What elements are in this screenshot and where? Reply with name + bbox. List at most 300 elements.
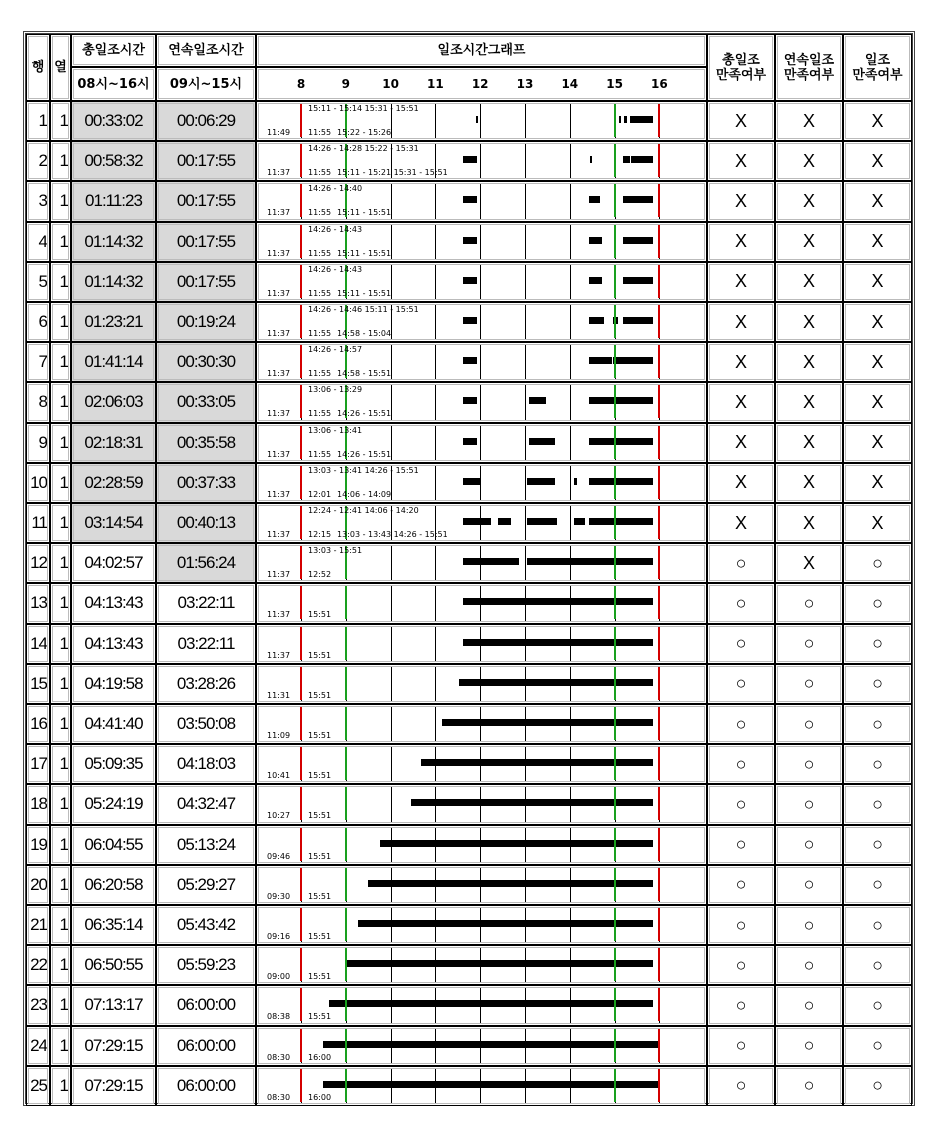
continuous-satisfaction-mark: ○ (775, 784, 843, 824)
continuous-sunlight-time: 00:19:24 (156, 302, 256, 342)
continuous-satisfaction-mark: ○ (775, 1066, 843, 1106)
sunlight-graph-row (256, 222, 707, 262)
green-boundary-marker (345, 948, 347, 981)
hour-gridline (525, 265, 526, 299)
red-boundary-marker (658, 385, 660, 418)
continuous-sunlight-time: 04:18:03 (156, 744, 256, 784)
total-sunlight-time: 07:29:15 (71, 1026, 156, 1066)
sunlight-graph-row (256, 624, 707, 664)
red-boundary-marker (300, 104, 302, 137)
total-satisfaction-mark: X (707, 503, 775, 543)
sunlight-graph-row (256, 865, 707, 905)
time-label: 11:31 (267, 690, 291, 700)
row-number: 22 (26, 945, 50, 985)
red-boundary-marker (658, 908, 660, 941)
sunlight-bar (590, 156, 592, 163)
column-number: 1 (50, 543, 71, 583)
total-sunlight-time: 06:35:14 (71, 905, 156, 945)
hour-gridline (570, 225, 571, 259)
total-sunlight-time: 04:19:58 (71, 664, 156, 704)
red-boundary-marker (658, 345, 660, 378)
green-boundary-marker (345, 828, 347, 861)
time-label: 15:11 - 15:51 (337, 208, 392, 218)
continuous-sunlight-time: 00:17:55 (156, 141, 256, 181)
time-label: 11:55 (308, 449, 332, 459)
sunlight-satisfaction-mark: X (843, 463, 912, 503)
green-boundary-marker (345, 787, 347, 820)
sunlight-bar (623, 156, 631, 163)
sunlight-satisfaction-mark: ○ (843, 784, 912, 824)
time-label: 11:37 (267, 610, 291, 620)
row-number: 16 (26, 704, 50, 744)
sunlight-bar (442, 719, 653, 726)
sunlight-bar (589, 478, 653, 485)
green-boundary-marker (614, 988, 616, 1021)
row-number: 8 (26, 382, 50, 422)
row-number: 2 (26, 141, 50, 181)
red-boundary-marker (300, 144, 302, 177)
sunlight-bar (624, 116, 626, 123)
sunlight-graph-row (256, 503, 707, 543)
sunlight-bar (589, 317, 604, 324)
column-number: 1 (50, 1066, 71, 1106)
total-satisfaction-mark: ○ (707, 1026, 775, 1066)
time-label: 11:37 (267, 570, 291, 580)
time-label: 11:55 (308, 409, 332, 419)
sunlight-bar (463, 397, 476, 404)
row-number: 3 (26, 181, 50, 221)
red-boundary-marker (658, 988, 660, 1021)
green-boundary-marker (345, 1069, 347, 1102)
sunlight-graph-row (256, 1066, 707, 1106)
hour-gridline (435, 225, 436, 259)
column-number: 1 (50, 141, 71, 181)
green-boundary-marker (614, 305, 616, 338)
red-boundary-marker (658, 305, 660, 338)
sunlight-bar (641, 116, 652, 123)
sunlight-bar (613, 357, 652, 364)
hour-gridline (391, 787, 392, 821)
hour-gridline (480, 426, 481, 460)
total-sunlight-time: 01:14:32 (71, 262, 156, 302)
green-boundary-marker (614, 868, 616, 901)
time-label: 14:06 - 14:09 (337, 489, 392, 499)
red-boundary-marker (658, 747, 660, 780)
column-number: 1 (50, 423, 71, 463)
green-boundary-marker (614, 828, 616, 861)
red-boundary-marker (658, 104, 660, 137)
total-sunlight-time: 07:29:15 (71, 1066, 156, 1106)
time-label: 15:11 - 15:51 (337, 288, 392, 298)
hour-gridline (570, 385, 571, 419)
sunlight-satisfaction-mark: ○ (843, 583, 912, 623)
header-sunlight-satisfaction: 일조 만족여부 (843, 34, 912, 101)
time-label: 15:51 (308, 811, 332, 821)
sunlight-graph-row (256, 463, 707, 503)
green-boundary-marker (345, 667, 347, 700)
time-label: 15:11 - 15:21 15:31 - 15:51 (337, 168, 448, 178)
continuous-sunlight-time: 03:22:11 (156, 624, 256, 664)
total-satisfaction-mark: ○ (707, 744, 775, 784)
hour-gridline (480, 305, 481, 339)
red-boundary-marker (300, 426, 302, 459)
row-number: 5 (26, 262, 50, 302)
red-boundary-marker (300, 707, 302, 740)
red-boundary-marker (300, 305, 302, 338)
row-number: 24 (26, 1026, 50, 1066)
total-satisfaction-mark: X (707, 423, 775, 463)
hour-gridline (391, 546, 392, 580)
total-sunlight-time: 05:09:35 (71, 744, 156, 784)
header-total-satisfaction: 총일조 만족여부 (707, 34, 775, 101)
continuous-sunlight-time: 03:22:11 (156, 583, 256, 623)
green-boundary-marker (614, 184, 616, 217)
total-sunlight-time: 02:06:03 (71, 382, 156, 422)
sunlight-satisfaction-mark: ○ (843, 543, 912, 583)
hour-gridline (525, 225, 526, 259)
total-sunlight-time: 06:04:55 (71, 825, 156, 865)
hour-gridline (525, 104, 526, 138)
continuous-satisfaction-mark: ○ (775, 945, 843, 985)
red-boundary-marker (658, 627, 660, 660)
green-boundary-marker (345, 908, 347, 941)
sunlight-bar (463, 317, 476, 324)
continuous-satisfaction-mark: ○ (775, 905, 843, 945)
hour-gridline (570, 426, 571, 460)
header-continuous-range: 09시~15시 (156, 67, 256, 101)
time-label: 11:37 (267, 329, 291, 338)
green-boundary-marker (614, 948, 616, 981)
red-boundary-marker (300, 184, 302, 217)
column-number: 1 (50, 624, 71, 664)
continuous-satisfaction-mark: ○ (775, 865, 843, 905)
hour-gridline (525, 466, 526, 500)
hour-gridline (570, 265, 571, 299)
total-sunlight-time: 07:13:17 (71, 985, 156, 1025)
total-sunlight-time: 04:13:43 (71, 624, 156, 664)
hour-gridline (525, 184, 526, 218)
row-number: 21 (26, 905, 50, 945)
sunlight-satisfaction-mark: ○ (843, 1026, 912, 1066)
red-boundary-marker (658, 707, 660, 740)
sunlight-graph-row (256, 262, 707, 302)
time-label: 15:11 - 15:14 15:31 - 15:51 (308, 104, 419, 113)
total-satisfaction-mark: X (707, 262, 775, 302)
sunlight-graph-row (256, 543, 707, 583)
total-satisfaction-mark: ○ (707, 905, 775, 945)
column-number: 1 (50, 222, 71, 262)
hour-gridline (480, 225, 481, 259)
sunlight-bar (589, 397, 653, 404)
sunlight-bar (463, 237, 476, 244)
sunlight-bar (463, 438, 476, 445)
red-boundary-marker (300, 908, 302, 941)
time-label: 15:11 - 15:51 (337, 248, 392, 258)
total-sunlight-time: 02:18:31 (71, 423, 156, 463)
total-satisfaction-mark: ○ (707, 624, 775, 664)
column-number: 1 (50, 945, 71, 985)
sunlight-bar (589, 196, 600, 203)
column-number: 1 (50, 302, 71, 342)
green-boundary-marker (345, 1029, 347, 1062)
continuous-sunlight-time: 05:13:24 (156, 825, 256, 865)
continuous-satisfaction-mark: ○ (775, 825, 843, 865)
time-label: 14:26 - 15:51 (337, 449, 392, 459)
column-number: 1 (50, 985, 71, 1025)
continuous-sunlight-time: 00:35:58 (156, 423, 256, 463)
green-boundary-marker (345, 747, 347, 780)
hour-gridline (391, 707, 392, 741)
red-boundary-marker (658, 546, 660, 579)
red-boundary-marker (300, 667, 302, 700)
sunlight-bar (323, 1081, 659, 1088)
sunlight-satisfaction-mark: X (843, 503, 912, 543)
time-label: 09:46 (267, 851, 291, 861)
continuous-satisfaction-mark: X (775, 423, 843, 463)
sunlight-bar (463, 639, 653, 646)
green-boundary-marker (614, 667, 616, 700)
continuous-satisfaction-mark: X (775, 342, 843, 382)
sunlight-bar (630, 116, 641, 123)
continuous-sunlight-time: 06:00:00 (156, 985, 256, 1025)
green-boundary-marker (614, 627, 616, 660)
hour-gridline (525, 426, 526, 460)
continuous-sunlight-time: 05:29:27 (156, 865, 256, 905)
time-label: 13:03 - 15:51 (308, 546, 363, 556)
green-boundary-marker (614, 225, 616, 258)
sunlight-bar (380, 840, 652, 847)
sunlight-satisfaction-mark: ○ (843, 624, 912, 664)
time-label: 11:55 (308, 168, 332, 178)
time-label: 11:55 (308, 128, 332, 137)
sunlight-bar (463, 478, 481, 485)
hour-gridline (435, 627, 436, 661)
column-number: 1 (50, 503, 71, 543)
column-number: 1 (50, 1026, 71, 1066)
sunlight-graph-row (256, 583, 707, 623)
hour-gridline (435, 345, 436, 379)
row-number: 1 (26, 101, 50, 141)
column-number: 1 (50, 865, 71, 905)
sunlight-satisfaction-mark: ○ (843, 704, 912, 744)
sunlight-satisfaction-mark: ○ (843, 945, 912, 985)
red-boundary-marker (300, 627, 302, 660)
row-number: 10 (26, 463, 50, 503)
row-number: 4 (26, 222, 50, 262)
hour-gridline (435, 707, 436, 741)
total-satisfaction-mark: ○ (707, 945, 775, 985)
total-satisfaction-mark: X (707, 222, 775, 262)
continuous-satisfaction-mark: X (775, 222, 843, 262)
column-number: 1 (50, 825, 71, 865)
green-boundary-marker (614, 586, 616, 619)
row-number: 13 (26, 583, 50, 623)
continuous-sunlight-time: 06:00:00 (156, 1066, 256, 1106)
hour-gridline (435, 305, 436, 339)
sunlight-bar (623, 277, 653, 284)
hour-gridline (435, 385, 436, 419)
hour-gridline (391, 747, 392, 781)
continuous-sunlight-time: 00:37:33 (156, 463, 256, 503)
sunlight-bar (623, 317, 653, 324)
sunlight-bar (589, 277, 602, 284)
time-label: 13:06 - 13:29 (308, 385, 363, 395)
hour-gridline (570, 104, 571, 138)
total-sunlight-time: 04:41:40 (71, 704, 156, 744)
total-sunlight-time: 00:33:02 (71, 101, 156, 141)
total-satisfaction-mark: ○ (707, 1066, 775, 1106)
time-label: 14:26 - 14:40 (308, 184, 363, 194)
red-boundary-marker (300, 506, 302, 539)
time-label: 15:51 (308, 891, 332, 901)
total-sunlight-time: 02:28:59 (71, 463, 156, 503)
sunlight-graph-row (256, 825, 707, 865)
green-boundary-marker (614, 1029, 616, 1062)
continuous-satisfaction-mark: X (775, 302, 843, 342)
hour-gridline (435, 586, 436, 620)
green-boundary-marker (345, 868, 347, 901)
sunlight-satisfaction-mark: ○ (843, 1066, 912, 1106)
time-label: 10:27 (267, 811, 291, 821)
sunlight-bar (463, 196, 476, 203)
continuous-satisfaction-mark: ○ (775, 664, 843, 704)
hour-tick-label: 16 (651, 77, 668, 91)
hour-gridline (480, 385, 481, 419)
hour-gridline (480, 265, 481, 299)
sunlight-bar (623, 237, 653, 244)
time-label: 11:37 (267, 288, 291, 298)
hour-gridline (435, 104, 436, 138)
total-satisfaction-mark: ○ (707, 583, 775, 623)
column-number: 1 (50, 704, 71, 744)
time-label: 16:00 (308, 1092, 332, 1102)
sunlight-graph-row (256, 945, 707, 985)
red-boundary-marker (300, 787, 302, 820)
sunlight-satisfaction-mark: X (843, 222, 912, 262)
hour-gridline (480, 144, 481, 178)
total-satisfaction-mark: ○ (707, 865, 775, 905)
hour-gridline (525, 144, 526, 178)
red-boundary-marker (300, 586, 302, 619)
sunlight-bar (498, 518, 511, 525)
green-boundary-marker (614, 546, 616, 579)
sunlight-graph-row (256, 101, 707, 141)
time-label: 12:24 - 12:41 14:06 - 14:20 (308, 506, 419, 515)
row-number: 25 (26, 1066, 50, 1106)
row-number: 18 (26, 784, 50, 824)
hour-tick-label: 10 (382, 77, 399, 91)
sunlight-table (23, 31, 915, 1106)
continuous-sunlight-time: 01:56:24 (156, 543, 256, 583)
red-boundary-marker (300, 948, 302, 981)
sunlight-bar (529, 397, 546, 404)
time-label: 12:52 (308, 570, 332, 580)
total-sunlight-time: 06:20:58 (71, 865, 156, 905)
total-satisfaction-mark: ○ (707, 664, 775, 704)
hour-gridline (480, 184, 481, 218)
time-label: 11:55 (308, 208, 332, 218)
red-boundary-marker (658, 184, 660, 217)
time-label: 13:03 - 13:43 14:26 - 15:51 (337, 530, 448, 539)
red-boundary-marker (658, 1069, 660, 1102)
sunlight-satisfaction-mark: X (843, 101, 912, 141)
green-boundary-marker (614, 144, 616, 177)
continuous-satisfaction-mark: X (775, 101, 843, 141)
green-boundary-marker (345, 988, 347, 1021)
total-sunlight-time: 04:02:57 (71, 543, 156, 583)
row-number: 11 (26, 503, 50, 543)
green-boundary-marker (614, 787, 616, 820)
continuous-satisfaction-mark: X (775, 463, 843, 503)
red-boundary-marker (300, 345, 302, 378)
time-label: 14:58 - 15:51 (337, 369, 392, 379)
red-boundary-marker (300, 1029, 302, 1062)
sunlight-bar (589, 357, 612, 364)
continuous-sunlight-time: 03:50:08 (156, 704, 256, 744)
sunlight-graph-row (256, 181, 707, 221)
time-label: 11:49 (267, 128, 291, 137)
total-sunlight-time: 01:14:32 (71, 222, 156, 262)
green-boundary-marker (345, 707, 347, 740)
green-boundary-marker (345, 586, 347, 619)
green-boundary-marker (614, 426, 616, 459)
total-sunlight-time: 05:24:19 (71, 784, 156, 824)
continuous-satisfaction-mark: ○ (775, 1026, 843, 1066)
column-number: 1 (50, 744, 71, 784)
green-boundary-marker (614, 385, 616, 418)
total-satisfaction-mark: X (707, 463, 775, 503)
total-sunlight-time: 01:11:23 (71, 181, 156, 221)
green-boundary-marker (614, 466, 616, 499)
time-label: 15:51 (308, 771, 332, 781)
hour-gridline (525, 385, 526, 419)
total-satisfaction-mark: ○ (707, 825, 775, 865)
sunlight-bar (574, 478, 576, 485)
sunlight-satisfaction-mark: X (843, 382, 912, 422)
time-label: 14:26 - 14:43 (308, 264, 363, 274)
red-boundary-marker (658, 426, 660, 459)
hour-gridline (570, 305, 571, 339)
hour-gridline (435, 546, 436, 580)
total-sunlight-time: 03:14:54 (71, 503, 156, 543)
sunlight-bar (529, 438, 555, 445)
hour-gridline (391, 627, 392, 661)
row-number: 23 (26, 985, 50, 1025)
time-label: 11:37 (267, 449, 291, 459)
sunlight-graph-row (256, 744, 707, 784)
red-boundary-marker (658, 265, 660, 298)
continuous-sunlight-time: 00:30:30 (156, 342, 256, 382)
sunlight-bar (589, 438, 653, 445)
sunlight-bar (463, 598, 653, 605)
hour-tick-label: 13 (516, 77, 534, 91)
time-label: 15:51 (308, 731, 332, 740)
time-label: 12:01 (308, 489, 332, 499)
time-label: 12:15 (308, 530, 332, 539)
sunlight-satisfaction-mark: ○ (843, 744, 912, 784)
hour-gridline (570, 144, 571, 178)
sunlight-satisfaction-mark: X (843, 302, 912, 342)
time-label: 11:09 (267, 731, 291, 740)
time-label: 15:22 - 15:26 (337, 128, 392, 137)
red-boundary-marker (300, 747, 302, 780)
continuous-sunlight-time: 00:06:29 (156, 101, 256, 141)
red-boundary-marker (658, 466, 660, 499)
row-number: 14 (26, 624, 50, 664)
sunlight-graph-row (256, 985, 707, 1025)
row-number: 7 (26, 342, 50, 382)
hour-tick-label: 11 (427, 77, 444, 91)
